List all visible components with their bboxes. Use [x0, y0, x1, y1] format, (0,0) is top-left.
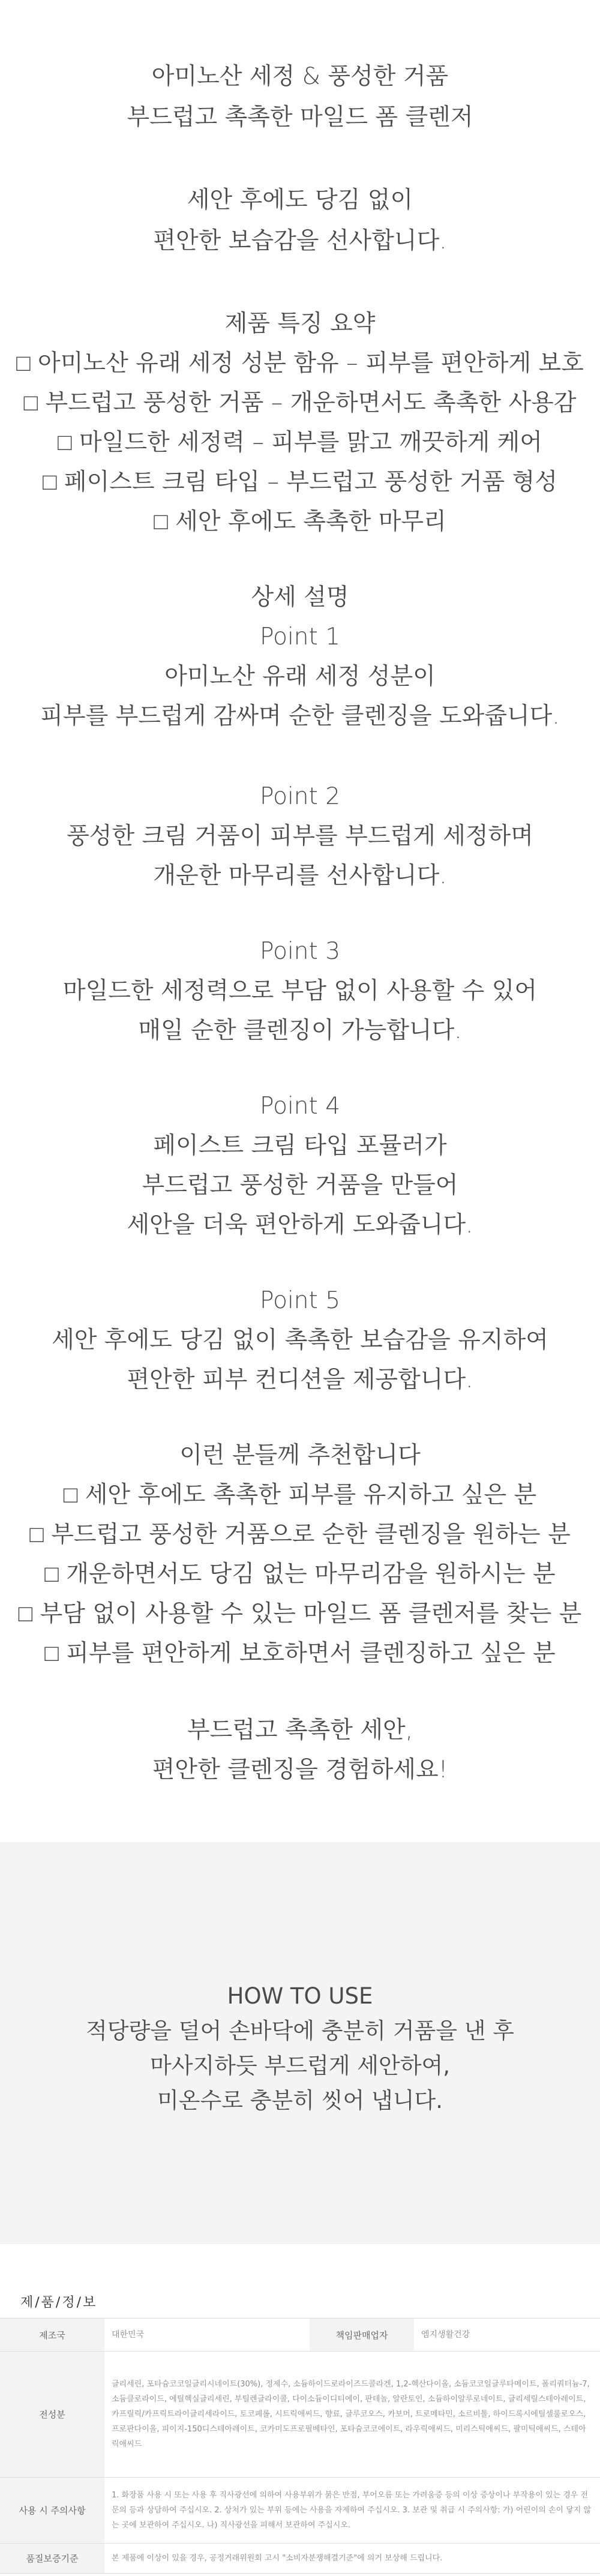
recommend-item-3: □ 개운하면서도 당김 없는 마무리감을 원하시는 분	[44, 1561, 556, 1588]
feature-item-2: □ 부드럽고 풍성한 거품 – 개운하면서도 촉촉한 사용감	[23, 389, 577, 416]
point-1-line-2: 피부를 부드럽게 감싸며 순한 클렌징을 도와줍니다.	[40, 703, 560, 730]
point-3-line-1: 마일드한 세정력으로 부담 없이 사용할 수 있어	[62, 977, 538, 1004]
feature-item-3: □ 마일드한 세정력 – 피부를 맑고 깨끗하게 케어	[58, 429, 542, 456]
point-5-title: Point 5	[259, 1287, 341, 1314]
how-to-use-title: HOW TO USE	[227, 1983, 373, 2009]
seller-value: 엠지생활건강	[414, 2319, 600, 2352]
point-1-line-1: 아미노산 유래 세정 성분이	[164, 663, 436, 690]
ingredients-label: 전성분	[0, 2352, 104, 2478]
point-4-line-1: 페이스트 크림 타입 포뮬러가	[153, 1132, 447, 1159]
point-4-line-2: 부드럽고 풍성한 거품을 만들어	[142, 1172, 458, 1199]
how-to-use-line-3: 미온수로 충분히 씻어 냅니다.	[157, 2088, 443, 2113]
info-row-caution	[0, 2478, 600, 2544]
info-row-origin	[0, 2319, 600, 2352]
recommend-item-4: □ 부담 없이 사용할 수 있는 마일드 폼 클렌저를 찾는 분	[18, 1600, 582, 1627]
recommend-item-1: □ 세안 후에도 촉촉한 피부를 유지하고 싶은 분	[63, 1482, 537, 1509]
origin-label: 제조국	[0, 2319, 104, 2352]
headline-line-1: 아미노산 세정 & 풍성한 거품	[151, 63, 449, 90]
point-2-line-2: 개운한 마무리를 선사합니다.	[153, 862, 447, 889]
quality-value: 본 제품에 이상이 있을 경우, 공정거래위원회 고시 "소비자분쟁해결기준"에 의거 보상해 드립니다.	[104, 2544, 600, 2574]
feature-item-4: □ 페이스트 크림 타입 – 부드럽고 풍성한 거품 형성	[42, 469, 558, 496]
detail-heading: 상세 설명	[251, 584, 349, 611]
info-row-ingredients	[0, 2352, 600, 2478]
point-2-line-1: 풍성한 크림 거품이 피부를 부드럽게 세정하며	[67, 823, 533, 850]
product-info-table	[0, 2318, 600, 2574]
closing-line-1: 부드럽고 촉촉한 세안,	[187, 1717, 413, 1744]
product-info-title: 제/품/정/보	[20, 2295, 98, 2310]
recommend-item-2: □ 부드럽고 풍성한 거품으로 순한 클렌징을 원하는 분	[29, 1521, 571, 1548]
point-2-title: Point 2	[259, 783, 341, 810]
how-to-use-section	[0, 1842, 600, 2244]
feature-item-5: □ 세안 후에도 촉촉한 마무리	[154, 508, 446, 535]
headline-sub-line-2: 편안한 보습감을 선사합니다.	[153, 227, 447, 254]
caution-value: 1. 화장품 사용 시 또는 사용 후 직사광선에 의하여 사용부위가 붉은 반점, 부어오름 또는 가려움증 등의 이상 증상이나 부작용이 있는 경우 전문의 등과 상담하여 주십시오. 2. 상처가 있는 부위 등에는 사용을 자제하여 주십시오. 3. 보관 및 취급 시 주의사항: 가) 어린이의 손이 닿지 않는 곳에 보관하여 주십시오. 나) 직사광선을 피해서 보관하여 주십시오.	[104, 2478, 600, 2544]
recommend-heading: 이런 분들께 추천합니다	[179, 1442, 421, 1469]
features-heading: 제품 특징 요약	[224, 310, 376, 337]
how-to-use-line-2: 마사지하듯 부드럽게 세안하여,	[150, 2053, 450, 2079]
point-3-line-2: 매일 순한 클렌징이 가능합니다.	[138, 1017, 462, 1044]
closing-line-2: 편안한 클렌징을 경험하세요!	[152, 1756, 448, 1783]
point-5-line-2: 편안한 피부 컨디션을 제공합니다.	[127, 1366, 473, 1393]
ingredients-value: 글리세린, 포타슘코코일글리시네이트(30%), 정제수, 소듐하이드로라이즈드콜라겐, 1,2-헥산다이올, 소듐코코일글루타메이트, 폴리쿼터늄-7, 소듐클로라이드, 에틸헥실글리세린, 부틸렌글라이콜, 다이소듐이디티에이, 판테놀, 알란토인, 소듐하이알루로네이트, 글리세릴스테아레이트, 카프릴릭/카프릭트라이글리세라이드, 토코페롤, 시트릭애씨드, 향료, 글루코오스, 카보머, 트로메타민, 소르비톨, 하이드록시에틸셀룰로오스, 프로판다이올, 피이지-150디스테아레이트, 코카미도프로필베타인, 포타슘코코에이트, 라우릭애씨드, 미리스틱애씨드, 팔미틱애씨드, 스테아릭애씨드	[104, 2352, 600, 2478]
point-4-title: Point 4	[259, 1093, 341, 1120]
point-5-line-1: 세안 후에도 당김 없이 촉촉한 보습감을 유지하여	[52, 1327, 548, 1354]
headline-sub-line-1: 세안 후에도 당김 없이	[187, 187, 413, 214]
recommend-item-5: □ 피부를 편안하게 보호하면서 클렌징하고 싶은 분	[44, 1640, 556, 1667]
point-3-title: Point 3	[259, 938, 341, 965]
point-4-line-3: 세안을 더욱 편안하게 도와줍니다.	[127, 1211, 473, 1238]
how-to-use-line-1: 적당량을 덜어 손바닥에 충분히 거품을 낸 후	[86, 2018, 514, 2044]
caution-label: 사용 시 주의사항	[0, 2478, 104, 2544]
origin-value: 대한민국	[104, 2319, 310, 2352]
feature-item-1: □ 아미노산 유래 세정 성분 함유 – 피부를 편안하게 보호	[16, 350, 584, 377]
headline-line-2: 부드럽고 촉촉한 마일드 폼 클렌저	[127, 104, 473, 131]
seller-label: 책임판매업자	[310, 2319, 414, 2352]
point-1-title: Point 1	[259, 623, 341, 650]
info-row-quality	[0, 2544, 600, 2574]
quality-label: 품질보증기준	[0, 2544, 104, 2574]
